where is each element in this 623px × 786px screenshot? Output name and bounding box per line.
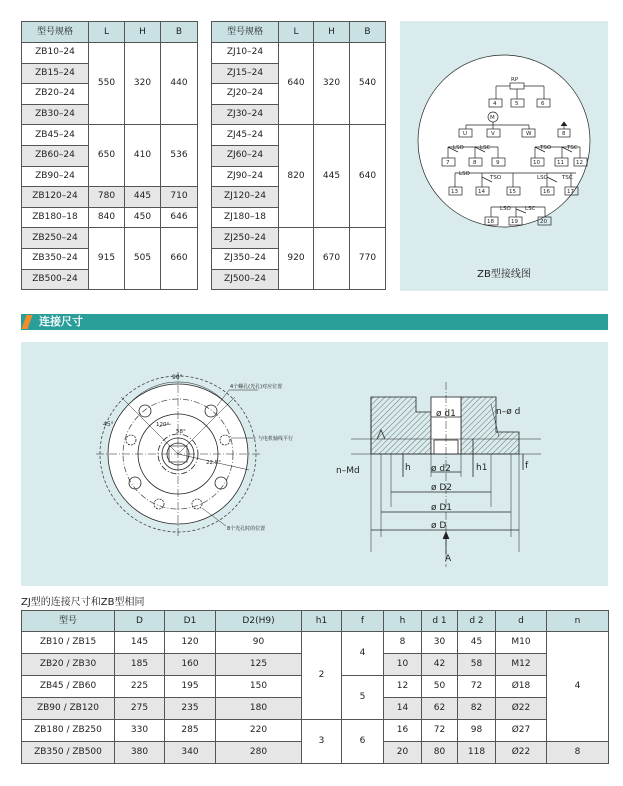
model-cell: ZB30–24 [22, 104, 89, 125]
value-l: 780 [89, 187, 125, 208]
model-cell: ZB10–24 [22, 43, 89, 64]
svg-text:15: 15 [509, 189, 516, 195]
value-l: 640 [279, 43, 314, 125]
angle-120-label: 120° [156, 422, 170, 428]
header-h: H [314, 22, 350, 43]
model-cell: ZJ180–18 [212, 207, 279, 228]
header-h: h [384, 611, 422, 632]
svg-text:V: V [491, 131, 495, 137]
angle-90-label: 90° [172, 374, 183, 381]
model-cell: ZB60–24 [22, 145, 89, 166]
n-merged: 4 [547, 632, 609, 742]
angle-58-label: 58° [176, 429, 186, 435]
model-cell: ZB500–24 [22, 269, 89, 290]
model-cell: ZJ350–24 [212, 248, 279, 269]
angle-45-label: 45° [103, 421, 114, 428]
h1-merged: 2 [302, 632, 342, 720]
value-h: 670 [314, 228, 350, 290]
svg-text:16: 16 [543, 189, 550, 195]
D-label: ø D [431, 521, 447, 531]
flange-section-view [336, 382, 541, 567]
model-cell: ZJ500–24 [212, 269, 279, 290]
section-title: 连接尺寸 [39, 315, 83, 328]
model-cell: ZJ10–24 [212, 43, 279, 64]
nd-label: n–ø d [496, 407, 521, 417]
value-l: 920 [279, 228, 314, 290]
table-row: ZB45 / ZB60 225 195 150 5 12 50 72 Ø18 [22, 676, 609, 698]
svg-text:TSC: TSC [567, 145, 578, 151]
header-b: B [161, 22, 198, 43]
value-l: 650 [89, 125, 125, 187]
model-cell: ZB350–24 [22, 248, 89, 269]
note-four-holes: 4个螺孔(光孔)对应位置 [230, 384, 283, 390]
note-motor-axis: 与电机轴线平行 [258, 436, 294, 442]
zj-dimension-table [211, 21, 386, 290]
model-cell: ZJ30–24 [212, 104, 279, 125]
model-cell: ZB180–18 [22, 207, 89, 228]
svg-text:4: 4 [493, 101, 497, 107]
svg-text:TSO: TSO [490, 175, 502, 181]
svg-text:TSC: TSC [562, 175, 573, 181]
value-b: 710 [161, 187, 198, 208]
model-cell: ZB45–24 [22, 125, 89, 146]
model-cell: ZJ90–24 [212, 166, 279, 187]
svg-text:LSC: LSC [525, 206, 536, 212]
svg-text:LSO: LSO [453, 145, 464, 151]
header-f: f [342, 611, 384, 632]
model-cell: ZB250–24 [22, 228, 89, 249]
header-D: D [115, 611, 165, 632]
model-cell: ZB20–24 [22, 84, 89, 105]
note-eight-holes: 8个光孔时的位置 [227, 526, 266, 532]
svg-text:20: 20 [540, 219, 547, 225]
header-model: 型号规格 [22, 22, 89, 43]
wiring-caption: ZB型接线图 [477, 269, 531, 280]
model-cell: ZB120–24 [22, 187, 89, 208]
model-cell: ZJ15–24 [212, 63, 279, 84]
D2-label: ø D2 [431, 483, 453, 493]
table-row: ZB90 / ZB120 275 235 180 14 62 82 Ø22 [22, 698, 609, 720]
table-row: ZB10 / ZB15 145 120 90 2 4 8 30 45 M10 4 [22, 632, 609, 654]
f-merged: 4 [342, 632, 384, 676]
header-d: d [496, 611, 547, 632]
header-l: L [89, 22, 125, 43]
d1-label: ø d1 [436, 409, 456, 419]
D1-label: ø D1 [431, 503, 453, 513]
d2-small-label: ø d2 [431, 464, 451, 474]
header-model: 型号规格 [212, 22, 279, 43]
svg-text:14: 14 [478, 189, 485, 195]
value-l: 915 [89, 228, 125, 290]
model-cell: ZJ250–24 [212, 228, 279, 249]
nmd-label: n–Md [336, 466, 360, 476]
svg-text:9: 9 [496, 160, 500, 166]
value-b: 540 [350, 43, 386, 125]
svg-text:TSO: TSO [540, 145, 552, 151]
value-l: 550 [89, 43, 125, 125]
model-cell: ZB90–24 [22, 166, 89, 187]
value-b: 640 [350, 125, 386, 228]
rp-label: RP [511, 77, 519, 83]
model-cell: ZJ20–24 [212, 84, 279, 105]
h1-merged: 3 [302, 720, 342, 764]
value-b: 440 [161, 43, 198, 125]
table-row: ZB180 / ZB250 330 285 220 3 6 16 72 98 Ø27 [22, 720, 609, 742]
flange-top-view [96, 372, 293, 537]
svg-text:18: 18 [487, 219, 494, 225]
h-label: h [405, 463, 411, 473]
svg-text:5: 5 [515, 101, 519, 107]
value-h: 320 [314, 43, 350, 125]
svg-text:6: 6 [541, 101, 545, 107]
zb-dimension-table [21, 21, 198, 290]
value-h: 450 [125, 207, 161, 228]
header-l: L [279, 22, 314, 43]
connection-dimension-table [21, 610, 609, 764]
svg-text:LSO: LSO [500, 206, 511, 212]
header-d2: d 2 [458, 611, 496, 632]
value-b: 536 [161, 125, 198, 187]
wiring-diagram [400, 21, 608, 261]
value-h: 445 [314, 125, 350, 228]
header-D1: D1 [165, 611, 216, 632]
header-d1: d 1 [422, 611, 458, 632]
value-b: 660 [161, 228, 198, 290]
model-cell: ZJ45–24 [212, 125, 279, 146]
table-row: ZB20 / ZB30 185 160 125 10 42 58 M12 [22, 654, 609, 676]
svg-text:12: 12 [576, 160, 583, 166]
value-b: 770 [350, 228, 386, 290]
angle-22-5-label: 22.5° [206, 460, 221, 466]
svg-text:13: 13 [451, 189, 458, 195]
header-h1: h1 [302, 611, 342, 632]
zj-note: ZJ型的连接尺寸和ZB型相同 [21, 597, 145, 608]
header-h: H [125, 22, 161, 43]
svg-text:LSO: LSO [459, 171, 470, 177]
svg-text:17: 17 [567, 189, 574, 195]
f-label: f [525, 461, 529, 471]
wiring-diagram-panel [400, 21, 608, 291]
svg-text:7: 7 [446, 160, 450, 166]
n-value: 8 [547, 742, 609, 764]
value-h: 410 [125, 125, 161, 187]
model-cell: ZJ60–24 [212, 145, 279, 166]
connection-drawing-panel [21, 342, 608, 586]
value-h: 320 [125, 43, 161, 125]
header-model: 型号 [22, 611, 115, 632]
header-D2: D2(H9) [216, 611, 302, 632]
svg-text:U: U [463, 131, 468, 137]
motor-label: M [490, 115, 495, 121]
table-row: ZB350 / ZB500 380 340 280 20 80 118 Ø22 8 [22, 742, 609, 764]
model-cell: ZB15–24 [22, 63, 89, 84]
header-b: B [350, 22, 386, 43]
value-l: 820 [279, 125, 314, 228]
header-n: n [547, 611, 609, 632]
value-h: 505 [125, 228, 161, 290]
svg-text:8: 8 [562, 131, 566, 137]
f-merged: 5 [342, 676, 384, 720]
svg-text:LSC: LSC [537, 175, 548, 181]
svg-text:10: 10 [533, 160, 540, 166]
h1-label: h1 [476, 463, 488, 473]
value-b: 646 [161, 207, 198, 228]
flange-drawings [21, 342, 608, 586]
value-h: 445 [125, 187, 161, 208]
wiring-circle [418, 55, 590, 227]
section-marker-icon [21, 315, 32, 329]
svg-text:W: W [526, 131, 532, 137]
svg-text:19: 19 [511, 219, 518, 225]
value-l: 840 [89, 207, 125, 228]
section-header-bar [21, 314, 608, 330]
f-merged: 6 [342, 720, 384, 764]
model-cell: ZJ120–24 [212, 187, 279, 208]
svg-text:8: 8 [473, 160, 477, 166]
svg-text:11: 11 [557, 160, 564, 166]
svg-text:LSC: LSC [480, 145, 491, 151]
view-a-label: A [445, 554, 452, 564]
